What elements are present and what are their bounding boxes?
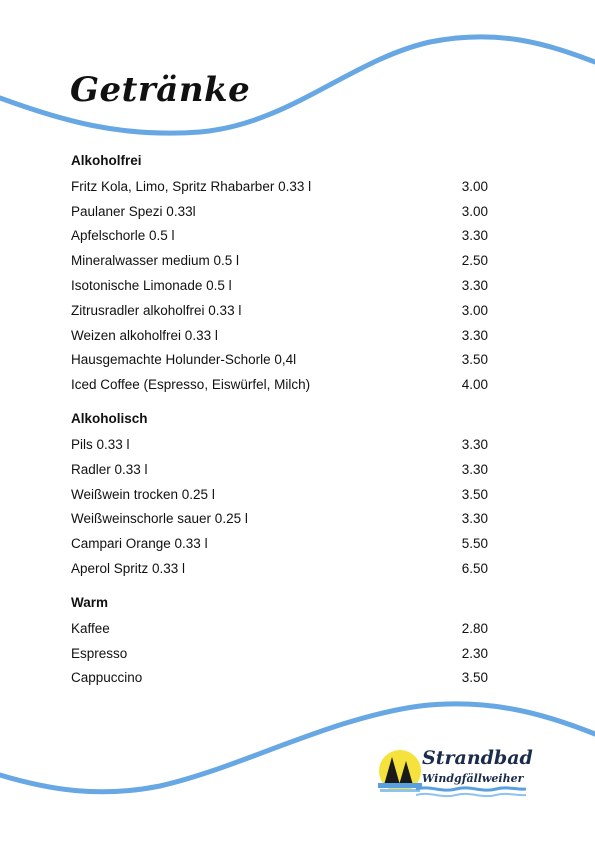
- item-name: Paulaner Spezi 0.33l: [71, 203, 196, 219]
- menu-item: [71, 372, 488, 397]
- item-price: 3.00: [461, 178, 488, 194]
- item-price: 4.00: [461, 377, 488, 393]
- item-name: Espresso: [71, 645, 128, 661]
- menu-item: [71, 273, 488, 298]
- menu-item: [71, 666, 488, 691]
- item-price: 3.00: [461, 203, 488, 219]
- section-alkoholfrei: [71, 152, 488, 397]
- section-alkoholisch: [71, 410, 488, 581]
- logo-name: Strandbad: [422, 747, 533, 769]
- item-name: Apfelschorle 0.5 l: [71, 228, 175, 244]
- item-name: Weizen alkoholfrei 0.33 l: [71, 327, 218, 343]
- menu-item: [71, 531, 488, 556]
- item-price: 3.30: [461, 228, 488, 244]
- item-name: Isotonische Limonade 0.5 l: [71, 278, 232, 294]
- menu-item: [71, 432, 488, 457]
- menu-item: [71, 323, 488, 348]
- menu-item: [71, 348, 488, 373]
- logo-water-waves: [416, 785, 526, 799]
- item-price: 3.50: [461, 352, 488, 368]
- item-name: Weißwein trocken 0.25 l: [71, 486, 215, 502]
- item-name: Fritz Kola, Limo, Spritz Rhabarber 0.33 l: [71, 178, 312, 194]
- item-name: Zitrusradler alkoholfrei 0.33 l: [71, 302, 242, 318]
- item-price: 2.80: [461, 620, 488, 636]
- item-price: 3.30: [461, 511, 488, 527]
- menu-item: [71, 224, 488, 249]
- logo-subtitle: Windgfällweiher: [422, 772, 524, 785]
- item-price: 3.30: [461, 461, 488, 477]
- menu-item: [71, 616, 488, 641]
- menu-item: [71, 482, 488, 507]
- strandbad-logo: [378, 745, 533, 805]
- item-name: Cappuccino: [71, 670, 143, 686]
- menu-item: [71, 507, 488, 532]
- item-name: Pils 0.33 l: [71, 437, 130, 453]
- item-price: 5.50: [461, 536, 488, 552]
- drinks-menu: [71, 152, 488, 703]
- item-name: Kaffee: [71, 620, 110, 636]
- item-price: 2.50: [461, 253, 488, 269]
- item-name: Radler 0.33 l: [71, 461, 148, 477]
- item-name: Weißweinschorle sauer 0.25 l: [71, 511, 248, 527]
- item-name: Campari Orange 0.33 l: [71, 536, 208, 552]
- menu-item: [71, 641, 488, 666]
- item-price: 3.30: [461, 278, 488, 294]
- menu-item: [71, 298, 488, 323]
- menu-item: [71, 556, 488, 581]
- page-title: Getränke: [70, 70, 251, 110]
- item-price: 3.50: [461, 486, 488, 502]
- item-price: 6.50: [461, 561, 488, 577]
- menu-item: [71, 248, 488, 273]
- menu-item: [71, 174, 488, 199]
- section-heading: Alkoholisch: [71, 411, 148, 427]
- section-heading: Alkoholfrei: [71, 153, 142, 168]
- item-price: 3.00: [461, 302, 488, 318]
- menu-item: [71, 457, 488, 482]
- item-price: 2.30: [461, 645, 488, 661]
- item-price: 3.30: [461, 437, 488, 453]
- item-name: Mineralwasser medium 0.5 l: [71, 253, 240, 269]
- item-price: 3.50: [461, 670, 488, 686]
- section-warm: [71, 594, 488, 690]
- item-price: 3.30: [461, 327, 488, 343]
- item-name: Iced Coffee (Espresso, Eiswürfel, Milch): [71, 377, 311, 393]
- section-heading: Warm: [71, 594, 109, 610]
- menu-item: [71, 199, 488, 224]
- item-name: Hausgemachte Holunder-Schorle 0,4l: [71, 352, 297, 368]
- item-name: Aperol Spritz 0.33 l: [71, 561, 186, 577]
